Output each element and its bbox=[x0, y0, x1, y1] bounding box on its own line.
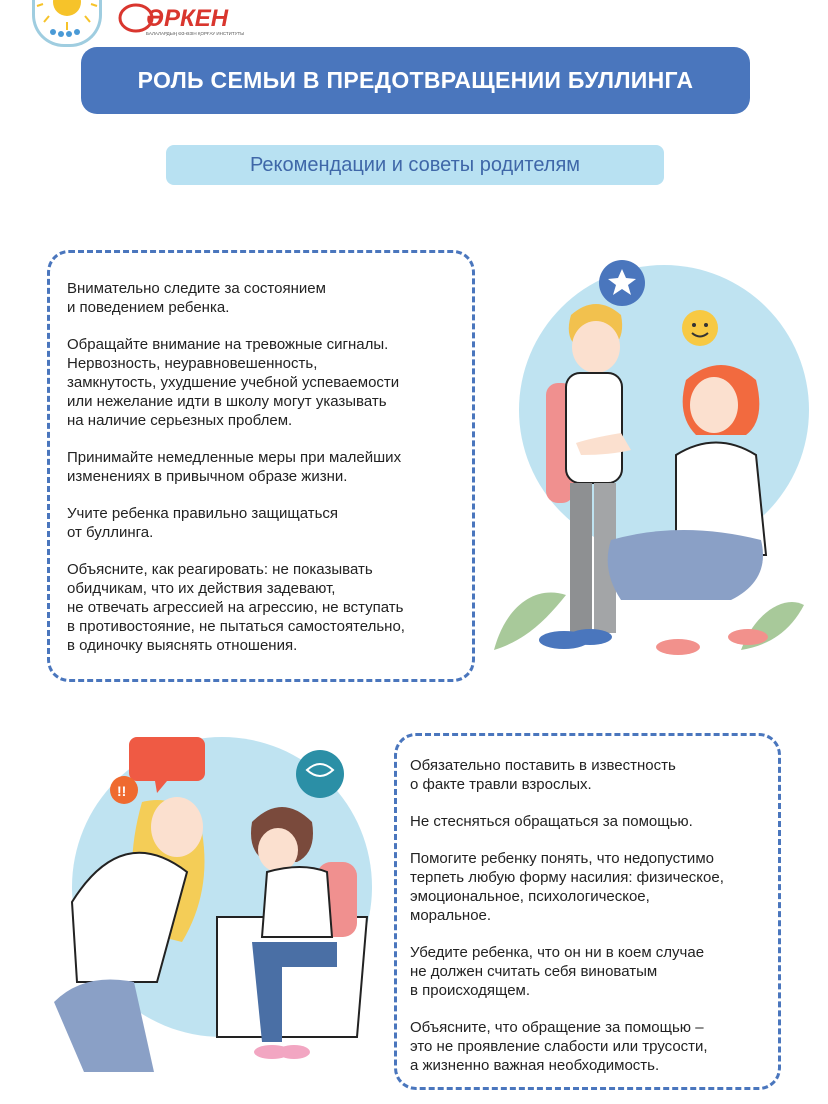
paragraph-line: Нервозность, неуравновешенность, bbox=[67, 355, 318, 372]
page-title: РОЛЬ СЕМЬИ В ПРЕДОТВРАЩЕНИИ БУЛЛИНГА bbox=[81, 47, 750, 114]
paragraph-line: Принимайте немедленные меры при малейших bbox=[67, 449, 402, 466]
paragraph bbox=[410, 756, 780, 794]
recommendations-text-2 bbox=[410, 756, 780, 1093]
paragraph-line: Обращайте внимание на тревожные сигналы. bbox=[67, 336, 389, 353]
paragraph-line: эмоциональное, психологическое, bbox=[410, 888, 650, 905]
paragraph-line: в противостояние, не пытаться самостоятельно, bbox=[67, 618, 405, 635]
paragraph-line: это не проявление слабости или трусости, bbox=[410, 1038, 708, 1055]
paragraph-line: или нежелание идти в школу могут указывать bbox=[67, 393, 387, 410]
paragraph-line: о факте травли взрослых. bbox=[410, 776, 592, 793]
paragraph-line: терпеть любую форму насилия: физическое, bbox=[410, 869, 724, 886]
paragraph bbox=[67, 504, 467, 542]
paragraph-line: моральное. bbox=[410, 907, 492, 924]
arken-logo bbox=[118, 2, 245, 40]
paragraph bbox=[410, 849, 780, 925]
paragraph-line: в происходящем. bbox=[410, 982, 531, 999]
page-subtitle: Рекомендации и советы родителям bbox=[166, 145, 664, 185]
paragraph bbox=[67, 560, 467, 655]
boy-and-mother-illustration bbox=[486, 255, 806, 665]
arken-logo-subtext: БАЛАЛАРДЫҢ ӨЗ-ӨЗІН ҚОРҒАУ ИНСТИТУТЫ bbox=[146, 31, 245, 36]
paragraph-line: а жизненно важная необходимость. bbox=[410, 1057, 660, 1074]
paragraph-line: Убедите ребенка, что он ни в коем случае bbox=[410, 944, 705, 961]
arken-logo-text: ӘРКЕН bbox=[146, 5, 229, 32]
paragraph bbox=[410, 943, 780, 1000]
svg-text:!!: !! bbox=[117, 783, 127, 799]
paragraph-line: обидчикам, что их действия задевают, bbox=[67, 580, 336, 597]
paragraph-line: и поведением ребенка. bbox=[67, 299, 230, 316]
paragraph bbox=[410, 1018, 780, 1075]
paragraph bbox=[67, 448, 467, 486]
paragraph-line: Не стесняться обращаться за помощью. bbox=[410, 813, 693, 830]
girl-and-mother-illustration bbox=[42, 712, 382, 1082]
paragraph-line: на наличие серьезных проблем. bbox=[67, 412, 293, 429]
paragraph-line: Внимательно следите за состоянием bbox=[67, 280, 326, 297]
paragraph-line: Учите ребенка правильно защищаться bbox=[67, 505, 339, 522]
paragraph-line: от буллинга. bbox=[67, 524, 154, 541]
paragraph-line: не должен считать себя виноватым bbox=[410, 963, 658, 980]
paragraph bbox=[67, 335, 467, 430]
paragraph-line: изменениях в привычном образе жизни. bbox=[67, 468, 348, 485]
paragraph-line: Объясните, как реагировать: не показывать bbox=[67, 561, 373, 578]
recommendations-text-1 bbox=[67, 279, 467, 673]
paragraph-line: Помогите ребенку понять, что недопустимо bbox=[410, 850, 714, 867]
sun-emblem-logo bbox=[32, 0, 102, 47]
paragraph bbox=[67, 279, 467, 317]
paragraph-line: в одиночку выяснять отношения. bbox=[67, 637, 298, 654]
paragraph-line: Объясните, что обращение за помощью – bbox=[410, 1019, 704, 1036]
paragraph-line: не отвечать агрессией на агрессию, не вступать bbox=[67, 599, 404, 616]
paragraph-line: Обязательно поставить в известность bbox=[410, 757, 676, 774]
paragraph-line: замкнутость, ухудшение учебной успеваемости bbox=[67, 374, 400, 391]
paragraph bbox=[410, 812, 780, 831]
